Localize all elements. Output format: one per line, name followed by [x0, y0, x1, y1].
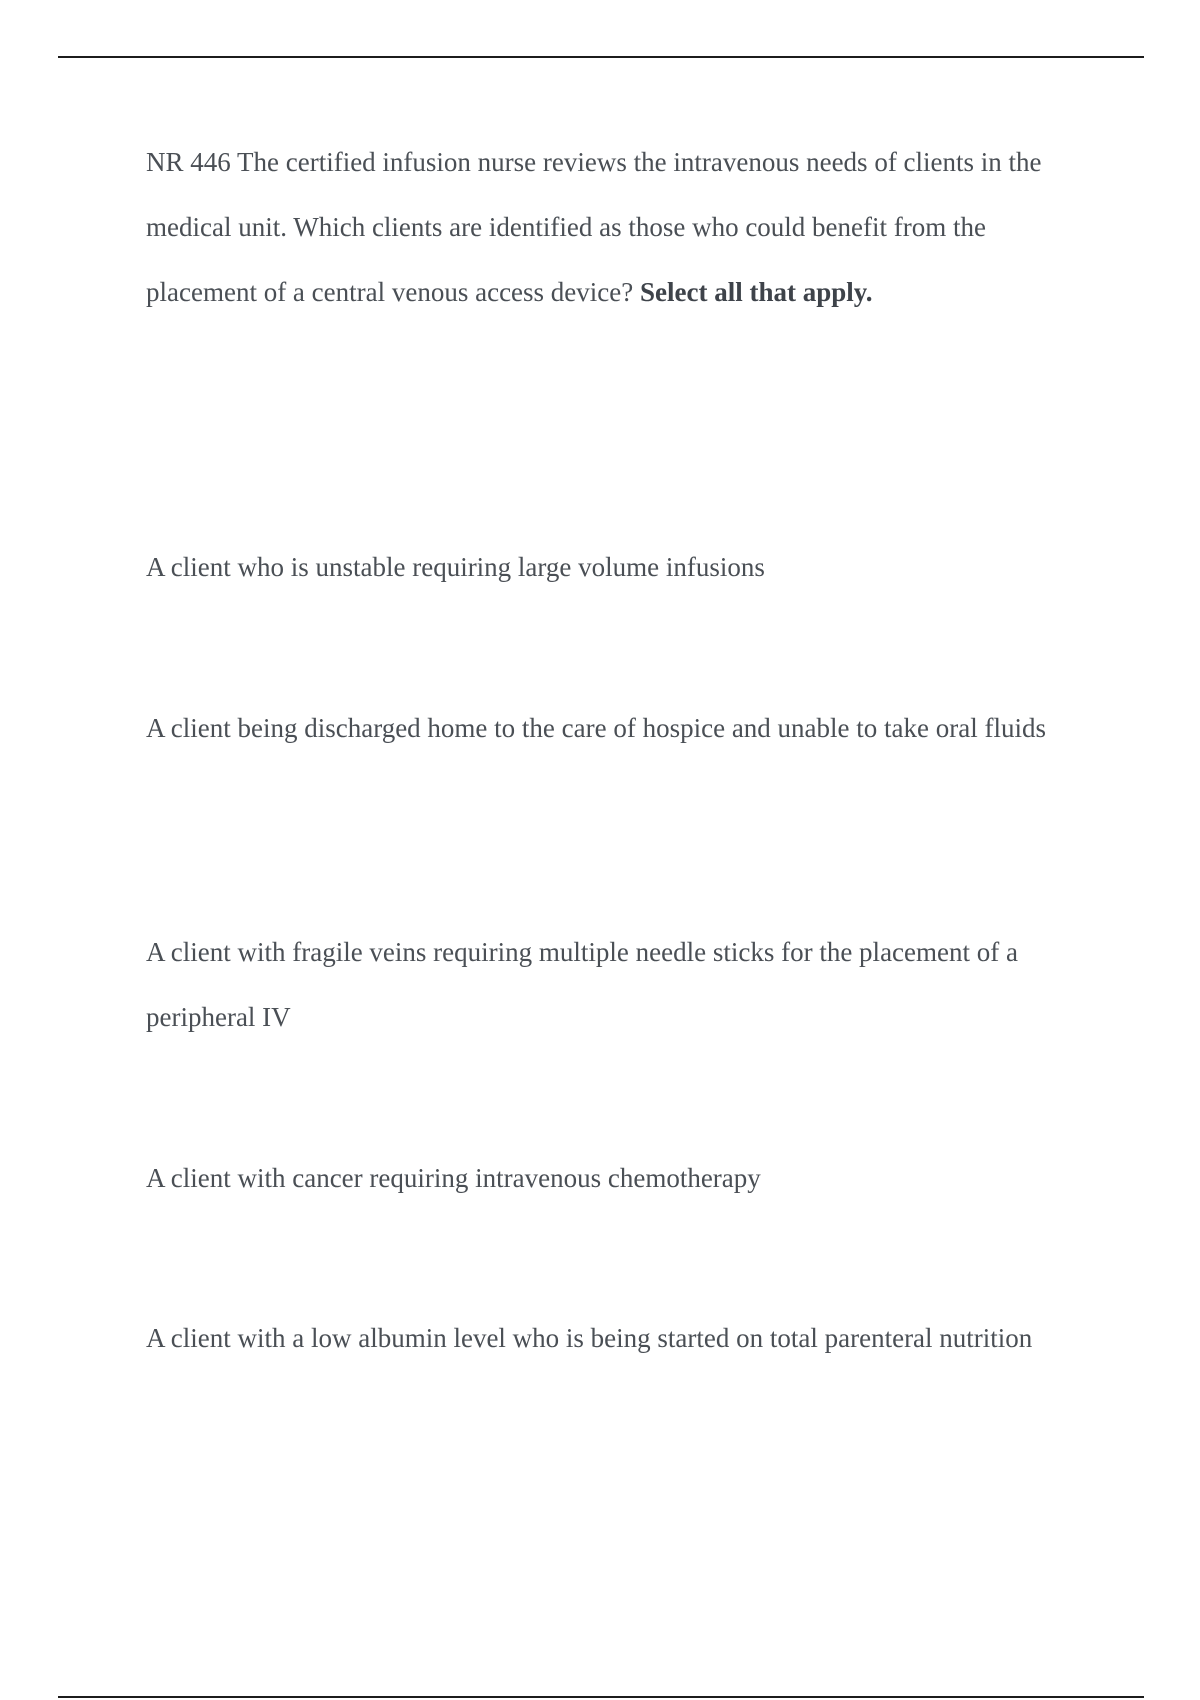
top-rule [58, 56, 1144, 58]
question-instruction: Select all that apply. [640, 277, 873, 307]
answer-option: A client who is unstable requiring large volume infusions [146, 552, 765, 582]
answer-option: A client with fragile veins requiring multiple needle sticks for the placement of a peripheral IV [146, 937, 1018, 1032]
answer-option: A client with cancer requiring intravenous chemotherapy [146, 1163, 761, 1193]
bottom-rule [58, 1696, 1144, 1698]
answer-option: A client with a low albumin level who is being started on total parenteral nutrition [146, 1323, 1033, 1353]
question-paragraph [146, 130, 1066, 325]
answer-option: A client being discharged home to the care of hospice and unable to take oral fluids [146, 713, 1046, 743]
question-text: NR 446 The certified infusion nurse reviews the intravenous needs of clients in the medical unit. Which clients are identified as those who could benefit from the placement of a central venous access device? [146, 147, 1042, 307]
